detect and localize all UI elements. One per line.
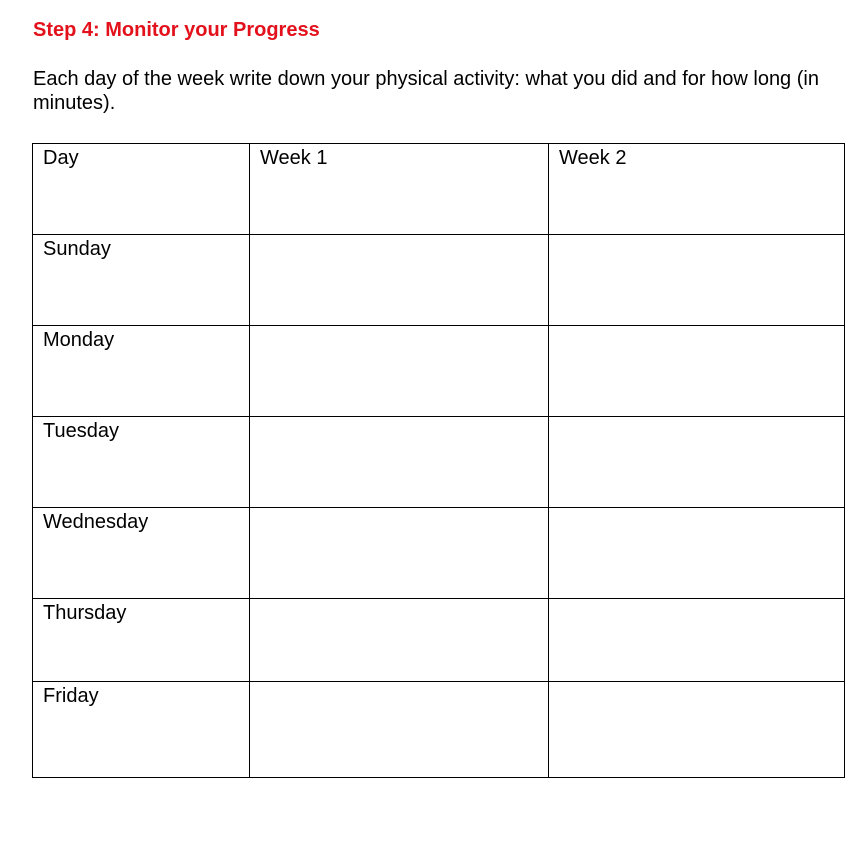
week-2-entry-cell[interactable]: [549, 508, 845, 599]
table-row: [33, 508, 845, 599]
table-row: [33, 682, 845, 778]
day-label: Monday: [33, 326, 250, 417]
week-1-entry-cell[interactable]: [250, 599, 549, 682]
column-header-day: Day: [33, 144, 250, 235]
page-title: Step 4: Monitor your Progress: [33, 19, 320, 41]
week-2-entry-cell[interactable]: [549, 235, 845, 326]
column-header-week-2: Week 2: [549, 144, 845, 235]
instructions-text: Each day of the week write down your physical activity: what you did and for how long (in minutes).: [33, 68, 819, 114]
week-1-entry-cell[interactable]: [250, 235, 549, 326]
table-header-row: [33, 144, 845, 235]
day-label: Friday: [33, 682, 250, 778]
table-row: [33, 599, 845, 682]
week-2-entry-cell[interactable]: [549, 682, 845, 778]
activity-log-table: [32, 143, 845, 778]
column-header-week-1: Week 1: [250, 144, 549, 235]
day-label: Tuesday: [33, 417, 250, 508]
week-1-entry-cell[interactable]: [250, 508, 549, 599]
week-2-entry-cell[interactable]: [549, 326, 845, 417]
week-2-entry-cell[interactable]: [549, 417, 845, 508]
day-label: Sunday: [33, 235, 250, 326]
table-row: [33, 235, 845, 326]
week-1-entry-cell[interactable]: [250, 326, 549, 417]
week-1-entry-cell[interactable]: [250, 417, 549, 508]
day-label: Thursday: [33, 599, 250, 682]
table-row: [33, 326, 845, 417]
table-row: [33, 417, 845, 508]
day-label: Wednesday: [33, 508, 250, 599]
week-1-entry-cell[interactable]: [250, 682, 549, 778]
week-2-entry-cell[interactable]: [549, 599, 845, 682]
